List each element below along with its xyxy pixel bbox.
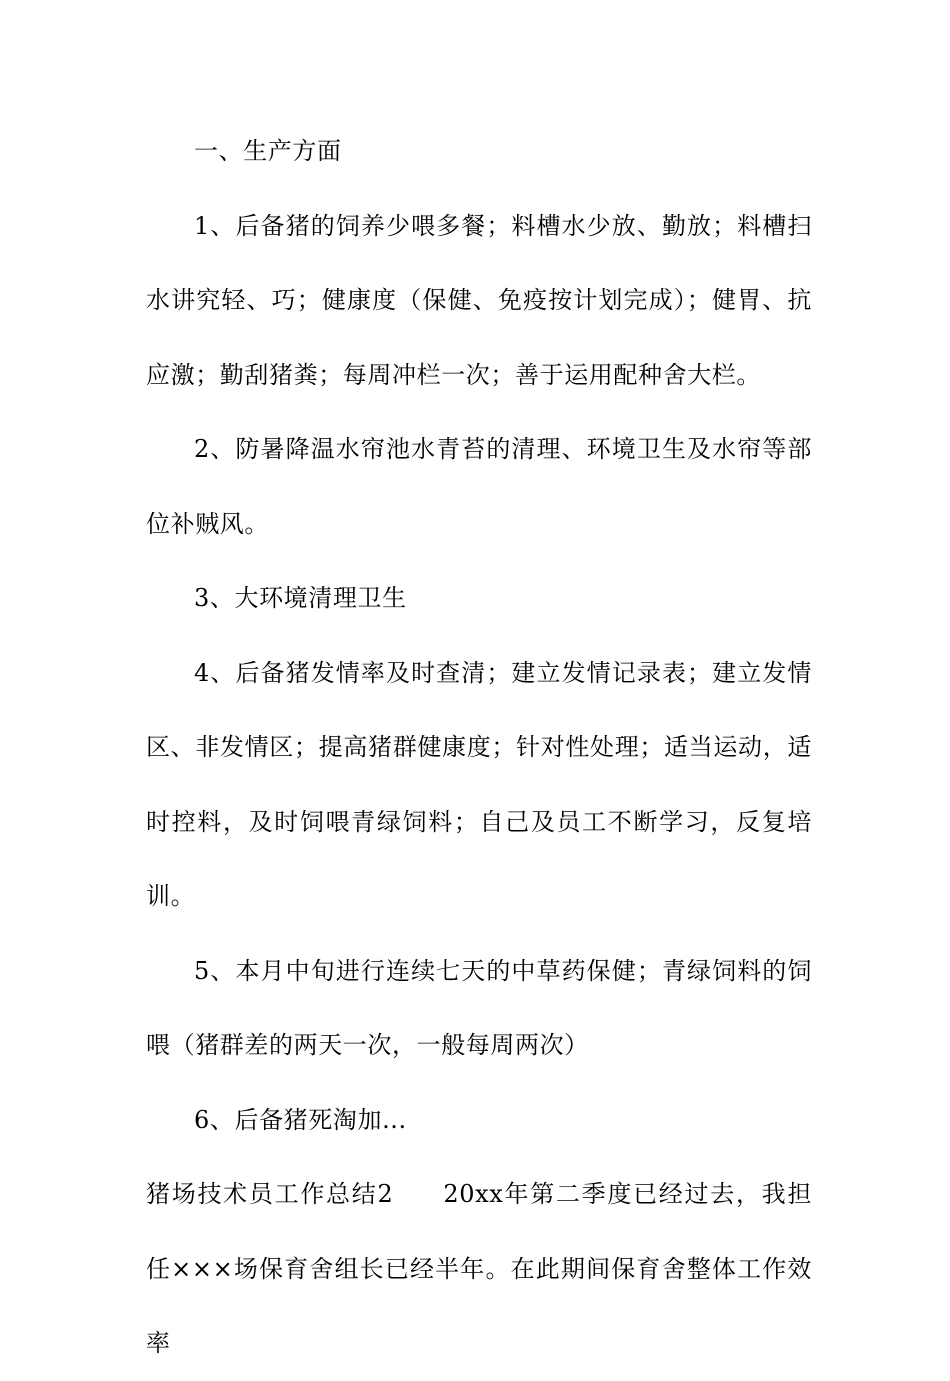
summary-title: 猪场技术员工作总结2 xyxy=(146,1180,394,1208)
paragraph-item-3: 3、大环境清理卫生 xyxy=(194,584,407,612)
paragraph-item-1: 1、后备猪的饲养少喂多餐；料槽水少放、勤放；料槽扫水讲究轻、巧；健康度（保健、免疫按计划完成）；健胃、抗应激；勤刮猪粪；每周冲栏一次；善于运用配种舍大栏。 xyxy=(146,211,812,389)
summary-paragraph xyxy=(146,1157,812,1381)
paragraph-item-5: 5、本月中旬进行连续七天的中草药保健；青绿饲料的饲喂（猪群差的两天一次，一般每周两次） xyxy=(146,956,812,1059)
section-heading-production: 一、生产方面 xyxy=(194,137,342,165)
paragraph-item-2: 2、防暑降温水帘池水青苔的清理、环境卫生及水帘等部位补贼风。 xyxy=(146,435,812,538)
document-body xyxy=(146,114,812,1381)
paragraph-item-6: 6、后备猪死淘加... xyxy=(194,1105,407,1134)
summary-body: 20xx年第二季度已经过去，我担任×××场保育舍组长已经半年。在此期间保育舍整体工作效率 xyxy=(146,1180,812,1357)
paragraph-item-4: 4、后备猪发情率及时查清；建立发情记录表；建立发情区、非发情区；提高猪群健康度；针对性处理；适当运动，适时控料，及时饲喂青绿饲料；自己及员工不断学习，反复培训。 xyxy=(146,658,812,910)
